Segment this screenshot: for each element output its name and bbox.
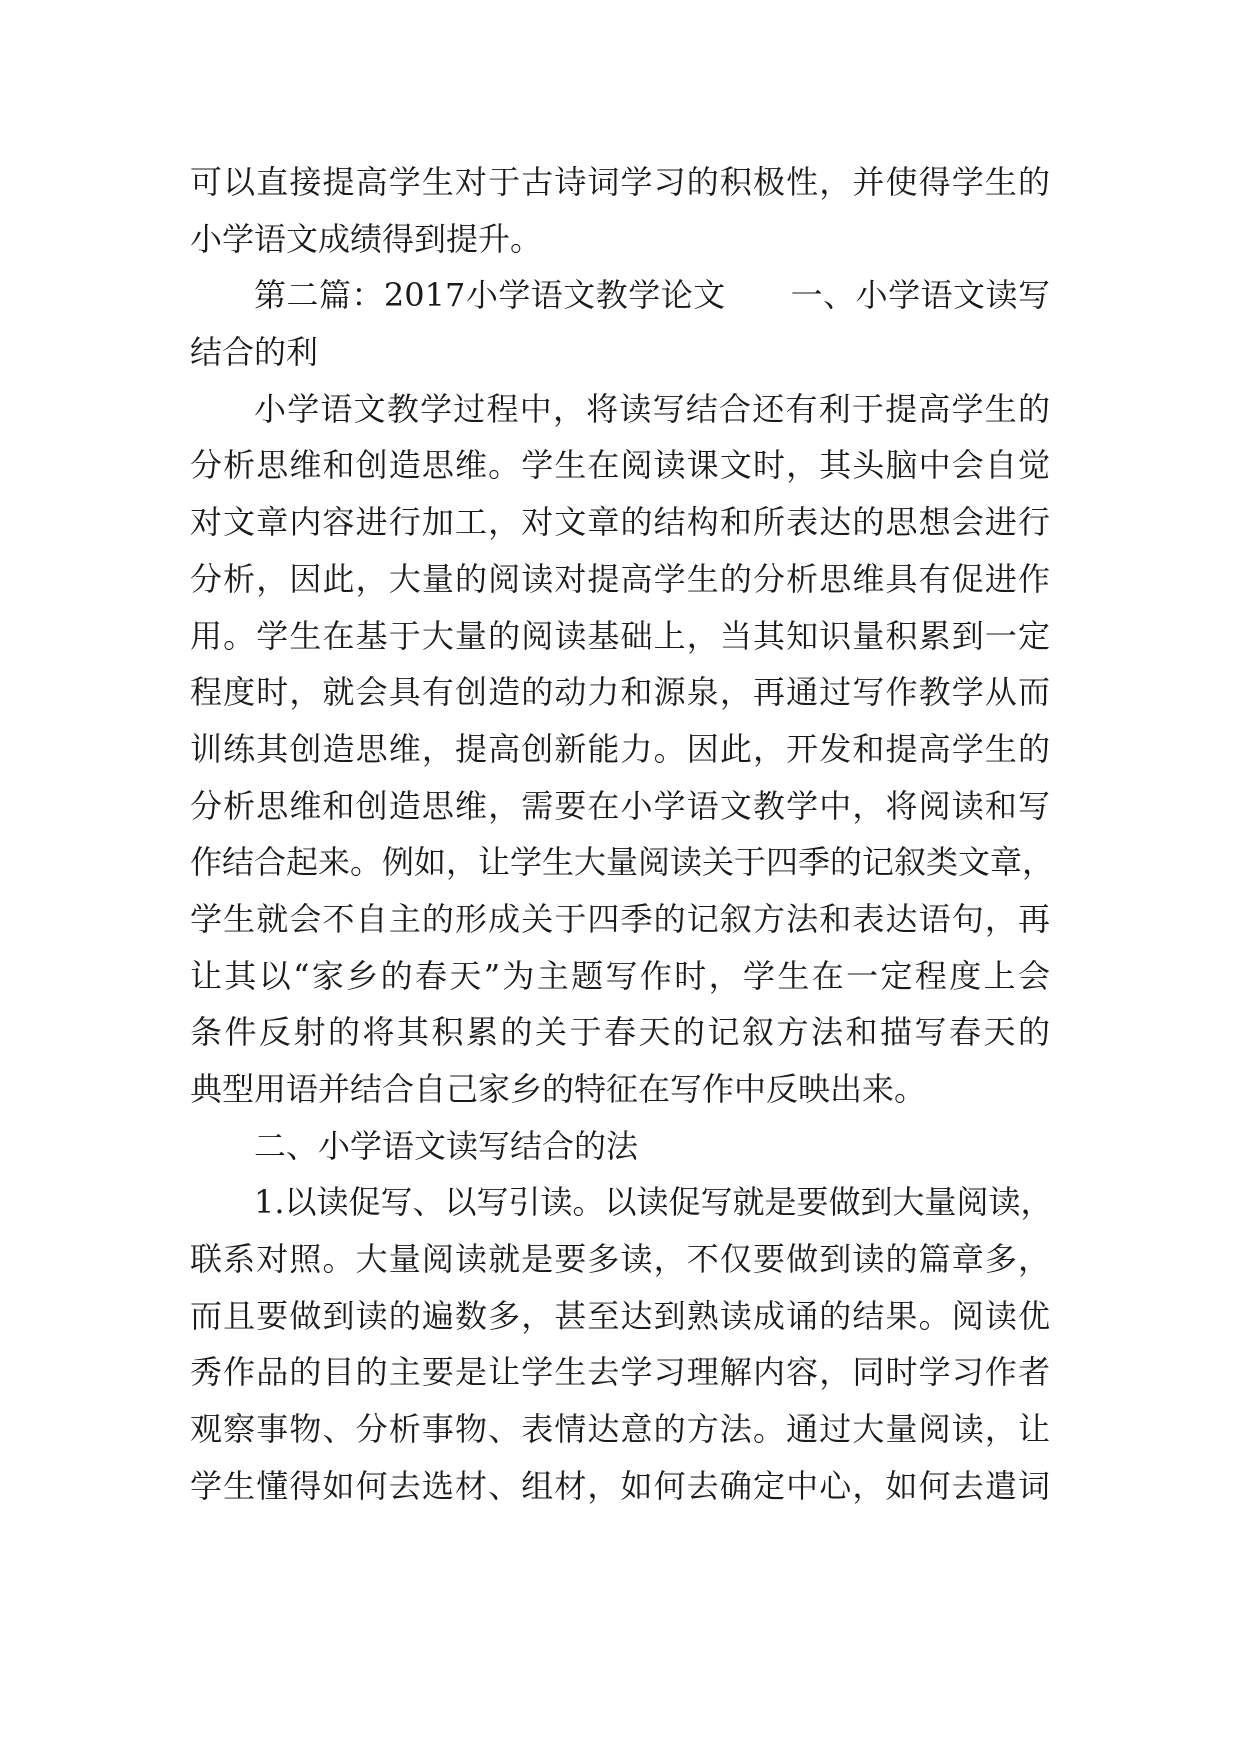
text-line: 让其以“家乡的春天”为主题写作时，学生在一定程度上会 (190, 956, 1050, 995)
text-line: 联系对照。大量阅读就是要多读，不仅要做到读的篇章多， (190, 1240, 1050, 1279)
text-line: 小学语文教学过程中，将读写结合还有利于提高学生的 (254, 389, 1050, 428)
text-line: 分析思维和创造思维，需要在小学语文教学中，将阅读和写 (190, 786, 1050, 825)
section-heading-continued: 结合的利 (190, 333, 319, 372)
text-line: 典型用语并结合自己家乡的特征在写作中反映出来。 (190, 1070, 927, 1108)
text-line: 可以直接提高学生对于古诗词学习的积极性，并使得学生的 (190, 163, 1050, 201)
text-line: 对文章内容进行加工，对文章的结构和所表达的思想会进行 (190, 503, 1050, 542)
text-line: 秀作品的目的主要是让学生去学习理解内容，同时学习作者 (190, 1353, 1050, 1392)
text-line: 学生就会不自主的形成关于四季的记叙方法和表达语句，再 (190, 899, 1050, 938)
section-heading: 二、小学语文读写结合的法 (254, 1126, 639, 1165)
section-heading: 第二篇：2017小学语文教学论文 一、小学语文读写 (254, 276, 1050, 315)
text-line: 分析思维和创造思维。学生在阅读课文时，其头脑中会自觉 (190, 446, 1050, 485)
text-line: 学生懂得如何去选材、组材，如何去确定中心，如何去遣词 (190, 1466, 1050, 1505)
text-line: 程度时，就会具有创造的动力和源泉，再通过写作教学从而 (190, 673, 1050, 712)
text-line: 条件反射的将其积累的关于春天的记叙方法和描写春天的 (190, 1013, 1050, 1052)
text-line: 训练其创造思维，提高创新能力。因此，开发和提高学生的 (190, 729, 1050, 768)
body-text (190, 154, 1055, 1515)
text-line: 1.以读促写、以写引读。以读促写就是要做到大量阅读， (254, 1183, 1053, 1222)
text-line: 作结合起来。例如，让学生大量阅读关于四季的记叙类文章， (190, 843, 1055, 882)
text-line: 用。学生在基于大量的阅读基础上，当其知识量积累到一定 (190, 616, 1050, 655)
text-line: 观察事物、分析事物、表情达意的方法。通过大量阅读，让 (190, 1410, 1050, 1449)
text-line: 小学语文成绩得到提升。 (190, 219, 543, 258)
text-line: 分析，因此，大量的阅读对提高学生的分析思维具有促进作 (190, 559, 1050, 598)
text-line: 而且要做到读的遍数多，甚至达到熟读成诵的结果。阅读优 (190, 1296, 1050, 1335)
